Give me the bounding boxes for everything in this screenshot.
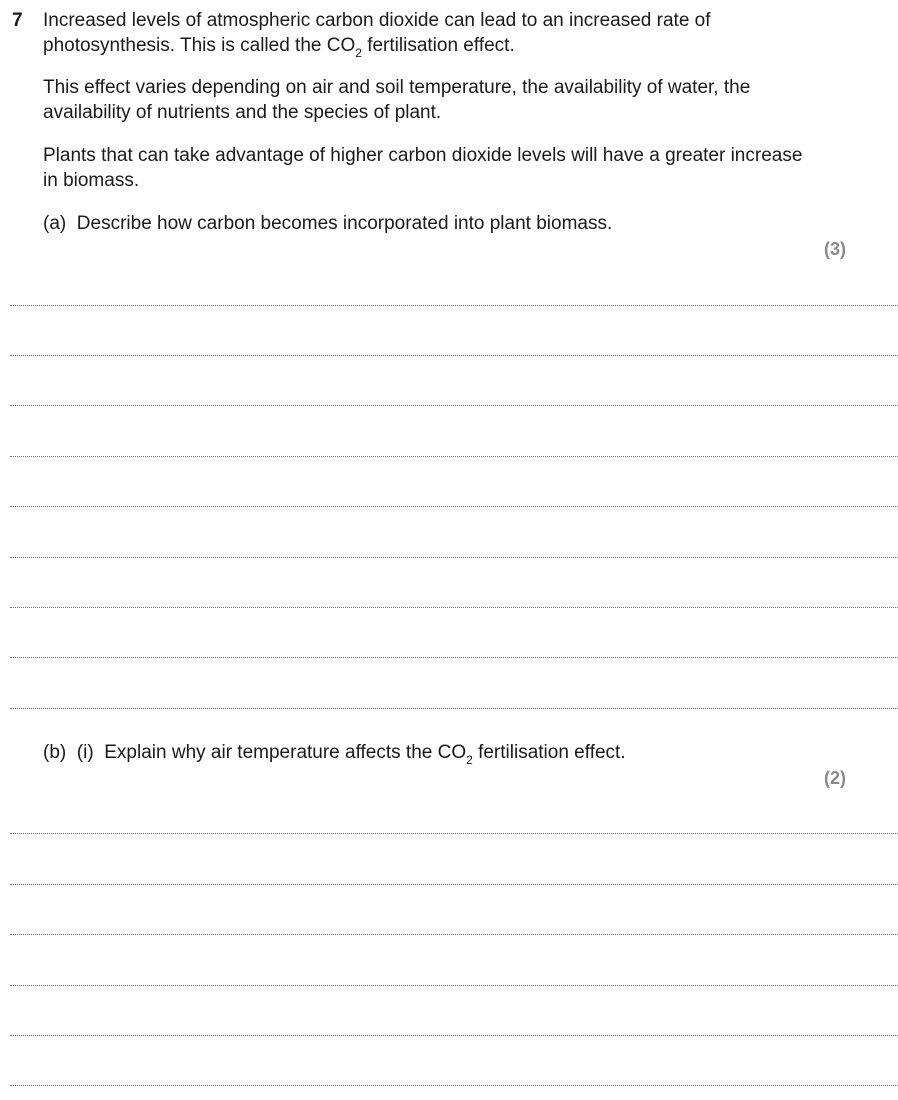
question-number: 7 — [12, 10, 23, 31]
answer-line[interactable] — [10, 884, 898, 885]
co2-subscript: 2 — [355, 46, 362, 60]
answer-line[interactable] — [10, 557, 898, 558]
part-b-i-label: (i) — [76, 742, 94, 763]
part-a-marks: (3) — [824, 239, 846, 259]
intro-line-1: Increased levels of atmospheric carbon dioxide can lead to an increased rate of — [43, 10, 711, 31]
part-b-i-text-start: Explain why air temperature affects the CO — [104, 742, 467, 763]
question-paragraph-2: This effect varies depending on air and soil temperature, the availability of water, the availability of nutrients and the species of plant. — [43, 77, 751, 123]
answer-line[interactable] — [10, 833, 898, 834]
part-a-label: (a) — [43, 213, 67, 234]
answer-line[interactable] — [10, 355, 898, 356]
answer-line[interactable] — [10, 985, 898, 986]
question-intro — [43, 8, 843, 58]
part-b-label: (b) — [43, 742, 67, 763]
intro-line-2-end: fertilisation effect. — [361, 35, 515, 56]
question-paragraph-3: Plants that can take advantage of higher carbon dioxide levels will have a greater increase in biomass. — [43, 145, 803, 191]
answer-line[interactable] — [10, 708, 898, 709]
answer-line[interactable] — [10, 1085, 898, 1086]
answer-line[interactable] — [10, 456, 898, 457]
co2-subscript: 2 — [466, 753, 473, 767]
answer-line[interactable] — [10, 506, 898, 507]
part-a-prompt — [43, 211, 843, 236]
part-b-i-prompt — [43, 740, 843, 765]
answer-line[interactable] — [10, 607, 898, 608]
answer-line[interactable] — [10, 657, 898, 658]
intro-line-2-start: photosynthesis. This is called the CO — [43, 35, 356, 56]
part-a-text: Describe how carbon becomes incorporated into plant biomass. — [76, 213, 613, 234]
answer-line[interactable] — [10, 305, 898, 306]
answer-line[interactable] — [10, 1035, 898, 1036]
part-b-i-text-end: fertilisation effect. — [472, 742, 626, 763]
part-b-i-marks: (2) — [824, 768, 846, 788]
answer-line[interactable] — [10, 934, 898, 935]
answer-line[interactable] — [10, 405, 898, 406]
